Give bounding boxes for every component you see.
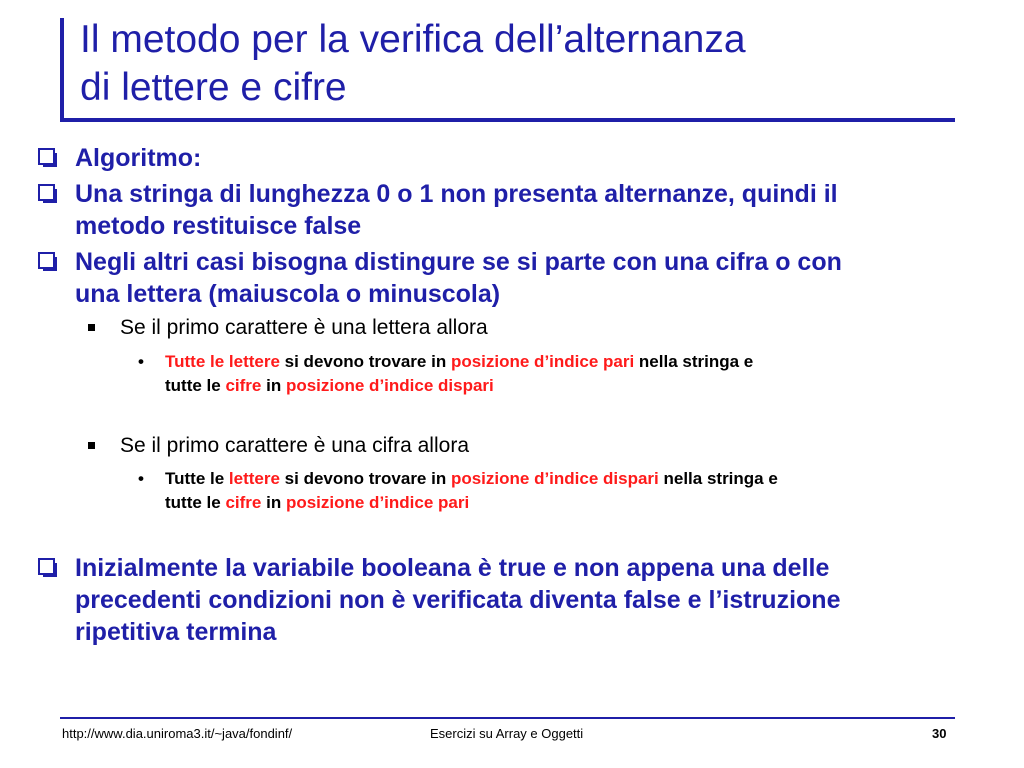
footer-url: http://www.dia.uniroma3.it/~java/fondinf/ [62,726,293,741]
bullet-algoritmo [75,142,955,174]
detail-text: tutte le [165,493,226,512]
checkbox-bullet-icon [38,252,55,269]
highlight-text: cifre [225,493,262,512]
highlight-text: posizione d’indice dispari [450,469,659,488]
detail-text: Tutte le [165,469,229,488]
detail-lettera-1 [138,350,1005,374]
bullet-text-line: metodo restituisce false [75,212,362,240]
detail-cifra-2 [165,491,1005,515]
footer-divider [60,717,955,719]
highlight-text: cifre [225,376,262,395]
sub-bullet-text: Se il primo carattere è una cifra allora [120,434,469,457]
detail-text: si devono trovare in [279,352,451,371]
slide-title [80,16,960,112]
dot-bullet-icon: • [138,469,144,488]
detail-lettera-2 [165,374,1005,398]
highlight-text: posizione d’indice pari [450,352,635,371]
highlight-text: posizione d’indice dispari [285,376,494,395]
bullet-text-line: precedenti condizioni non è verificata diventa false e l’istruzione [75,586,841,614]
bullet-altri-casi [75,246,955,310]
bullet-text-line: Inizialmente la variabile booleana è true e non appena una delle [75,554,830,582]
detail-text: nella stringa e [658,469,778,488]
detail-text: nella stringa e [634,352,754,371]
detail-text: si devono trovare in [279,469,451,488]
bullet-lunghezza [75,178,955,242]
dot-bullet-icon: • [138,352,144,371]
title-left-bar [60,18,64,120]
bullet-text-line: ripetitiva termina [75,618,277,646]
bullet-text: Algoritmo: [75,144,202,172]
checkbox-bullet-icon [38,558,55,575]
sub-bullet-cifra [120,432,960,460]
checkbox-bullet-icon [38,184,55,201]
highlight-text: lettere [228,469,280,488]
sub-bullet-text: Se il primo carattere è una lettera allora [120,316,488,339]
bullet-inizialmente [75,552,955,648]
bullet-text-line: Una stringa di lunghezza 0 o 1 non presenta alternanze, quindi il [75,180,838,208]
detail-cifra-1 [138,467,1005,491]
bullet-text-line: Negli altri casi bisogna distingure se si parte con una cifra o con [75,248,842,276]
title-underline [60,118,955,122]
footer-subject: Esercizi su Array e Oggetti [430,726,584,741]
highlight-text: Tutte le lettere [165,352,280,371]
bullet-text-line: una lettera (maiuscola o minuscola) [75,280,501,308]
detail-text: in [261,493,286,512]
detail-text: tutte le [165,376,226,395]
square-bullet-icon [88,324,95,331]
detail-text: in [261,376,286,395]
checkbox-bullet-icon [38,148,55,165]
square-bullet-icon [88,442,95,449]
title-line-1: Il metodo per la verifica dell’alternanza [80,18,746,61]
page-number: 30 [932,726,947,741]
highlight-text: posizione d’indice pari [285,493,470,512]
sub-bullet-lettera [120,314,960,342]
title-line-2: di lettere e cifre [80,66,347,109]
